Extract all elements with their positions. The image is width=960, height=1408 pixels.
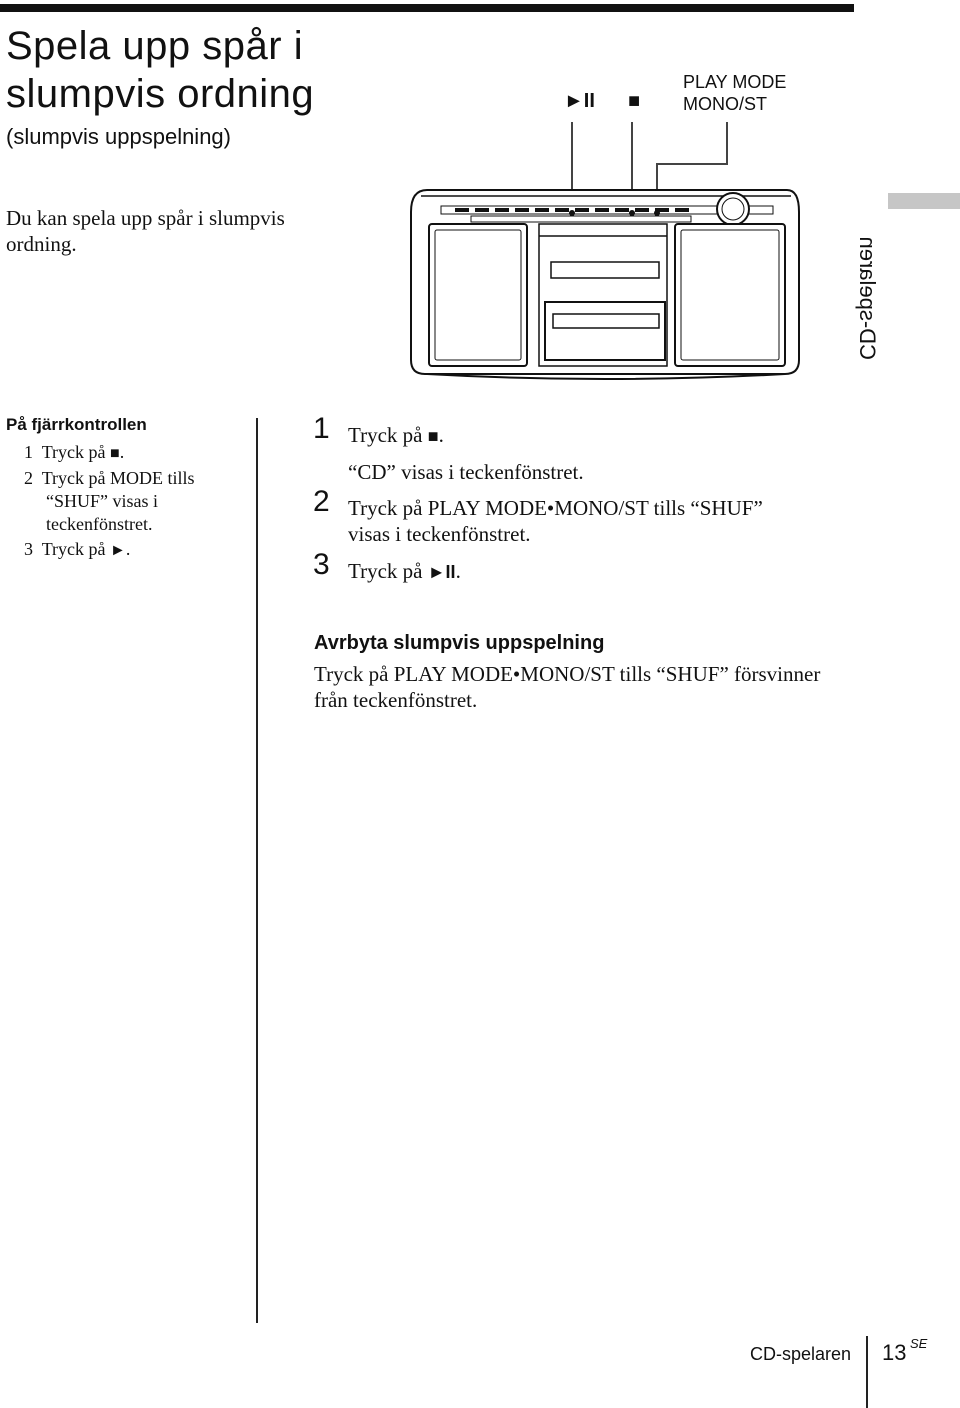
column-divider (256, 418, 258, 1323)
remote-step-1: 1 Tryck på ■. (24, 442, 125, 462)
play-mode-label (683, 71, 786, 115)
section-side-tab (855, 220, 910, 360)
footer-section-label: CD-spelaren (750, 1344, 852, 1364)
cancel-text: Tryck på PLAY MODE•MONO/ST tills “SHUF” försvinner från teckenfönstret. (314, 662, 821, 712)
cd-player-illustration (405, 112, 805, 384)
remote-step-number: 2 (24, 468, 33, 488)
section-side-tab-label: CD-spelaren (855, 236, 880, 360)
remote-step-2-line-3: teckenfönstret. (46, 514, 153, 534)
remote-step-text: Tryck på (41, 539, 111, 559)
cassette-door (545, 302, 665, 360)
page-number: 13 (882, 1340, 907, 1365)
step-number-2: 2 (313, 485, 330, 518)
step-1-text: Tryck på ■. (348, 423, 444, 447)
step-number-3: 3 (313, 548, 330, 581)
display-window (551, 262, 659, 278)
footer-divider (866, 1336, 868, 1408)
step-2-line-2: visas i teckenfönstret. (348, 522, 531, 546)
remote-step-number: 3 (24, 539, 33, 559)
intro-text: Du kan spela upp spår i slumpvis ordning. (6, 206, 285, 256)
stop-icon: ■ (110, 445, 120, 462)
page-language-suffix: SE (910, 1336, 928, 1351)
top-rule (0, 4, 854, 12)
remote-step-text: Tryck på MODE tills (41, 468, 195, 488)
remote-heading: På fjärrkontrollen (6, 415, 147, 434)
step-number-1: 1 (313, 412, 330, 445)
step-3-text: Tryck på ►II. (348, 559, 461, 583)
play-mode-line-2: MONO/ST (683, 94, 767, 114)
remote-step-number: 1 (24, 442, 33, 462)
page-title (6, 22, 314, 118)
left-speaker (429, 224, 527, 366)
right-speaker (675, 224, 785, 366)
page-subtitle: (slumpvis uppspelning) (6, 124, 231, 149)
step-1-note: “CD” visas i teckenfönstret. (348, 460, 584, 484)
remote-step-2 (24, 467, 195, 489)
remote-step-3: 3 Tryck på ►. (24, 539, 131, 559)
step-2-text: Tryck på PLAY MODE•MONO/ST tills “SHUF” (348, 496, 763, 520)
remote-step-2-line-2: “SHUF” visas i (46, 491, 158, 511)
title-line-2: slumpvis ordning (6, 72, 315, 116)
play-mode-line-1: PLAY MODE (683, 72, 787, 92)
stop-label: ■ (628, 90, 641, 112)
play-pause-icon: ►II (427, 562, 456, 582)
play-pause-label: ►II (564, 90, 595, 112)
play-icon: ► (110, 542, 126, 559)
remote-step-text: Tryck på (41, 442, 111, 462)
section-tab-bar (888, 193, 960, 209)
cancel-heading: Avrbyta slumpvis uppspelning (314, 632, 605, 654)
stop-icon: ■ (427, 426, 439, 446)
title-line-1: Spela upp spår i (6, 24, 304, 68)
